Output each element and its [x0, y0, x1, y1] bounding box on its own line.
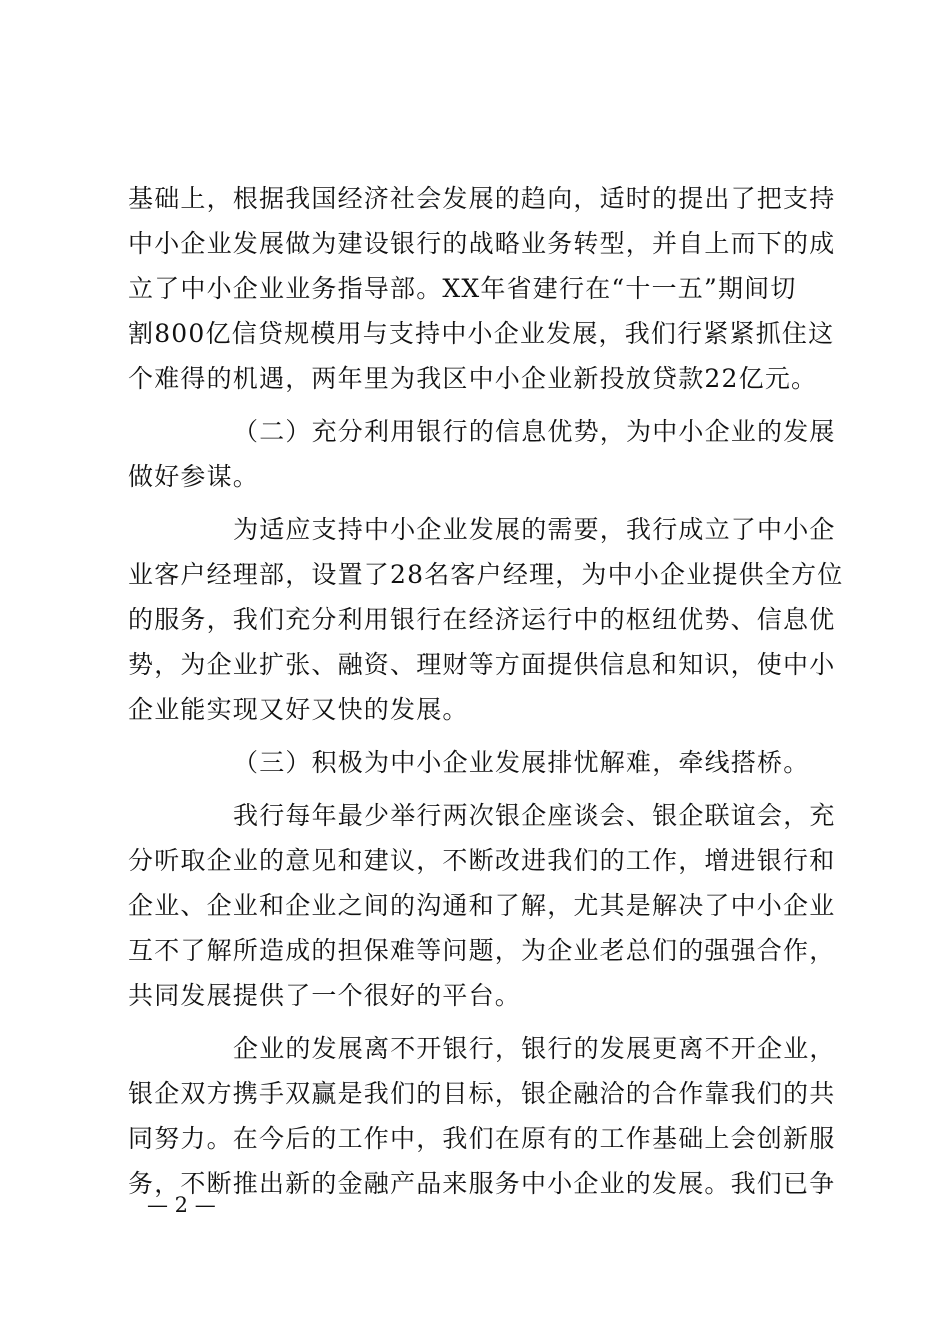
text-line: 基础上，根据我国经济社会发展的趋向，适时的提出了把支持	[128, 184, 836, 213]
text-line: 互不了解所造成的担保难等问题，为企业老总们的强强合作，	[128, 936, 836, 965]
section-heading-2	[128, 409, 836, 499]
heading-line: （三）积极为中小企业发展排忧解难，牵线搭桥。	[233, 748, 810, 777]
heading-line: （二）充分利用银行的信息优势，为中小企业的发展	[233, 417, 836, 446]
page-number: — 2 —	[147, 1193, 216, 1217]
text-line: 企业能实现又好又快的发展。	[128, 695, 469, 724]
text-line: 为适应支持中小企业发展的需要，我行成立了中小企	[233, 515, 836, 544]
text-line: 中小企业发展做为建设银行的战略业务转型，并自上而下的成	[128, 229, 836, 258]
text-line: 企业的发展离不开银行，银行的发展更离不开企业，	[233, 1034, 836, 1063]
text-line: 势，为企业扩张、融资、理财等方面提供信息和知识，使中小	[128, 650, 836, 679]
paragraph-1	[128, 176, 836, 401]
text-line: 同努力。在今后的工作中，我们在原有的工作基础上会创新服	[128, 1124, 836, 1153]
text-line: 共同发展提供了一个很好的平台。	[128, 981, 522, 1010]
heading-line: 做好参谋。	[128, 462, 260, 491]
section-heading-3	[128, 740, 828, 785]
text-line: 个难得的机遇，两年里为我区中小企业新投放贷款22亿元。	[128, 364, 818, 393]
paragraph-3	[128, 793, 836, 1018]
text-line: 立了中小企业业务指导部。XX年省建行在“十一五”期间切	[128, 274, 797, 303]
text-line: 企业、企业和企业之间的沟通和了解，尤其是解决了中小企业	[128, 891, 836, 920]
text-line: 割800亿信贷规模用与支持中小企业发展，我们行紧紧抓住这	[128, 319, 835, 348]
text-line: 业客户经理部，设置了28名客户经理，为中小企业提供全方位	[128, 560, 844, 589]
text-line: 我行每年最少举行两次银企座谈会、银企联谊会，充	[233, 801, 836, 830]
text-line: 务，不断推出新的金融产品来服务中小企业的发展。我们已争	[128, 1169, 836, 1198]
text-line: 的服务，我们充分利用银行在经济运行中的枢纽优势、信息优	[128, 605, 836, 634]
paragraph-2	[128, 507, 844, 732]
text-line: 分听取企业的意见和建议，不断改进我们的工作，增进银行和	[128, 846, 836, 875]
body-text	[128, 176, 844, 1206]
paragraph-4	[128, 1026, 836, 1206]
text-line: 银企双方携手双赢是我们的目标，银企融洽的合作靠我们的共	[128, 1079, 836, 1108]
